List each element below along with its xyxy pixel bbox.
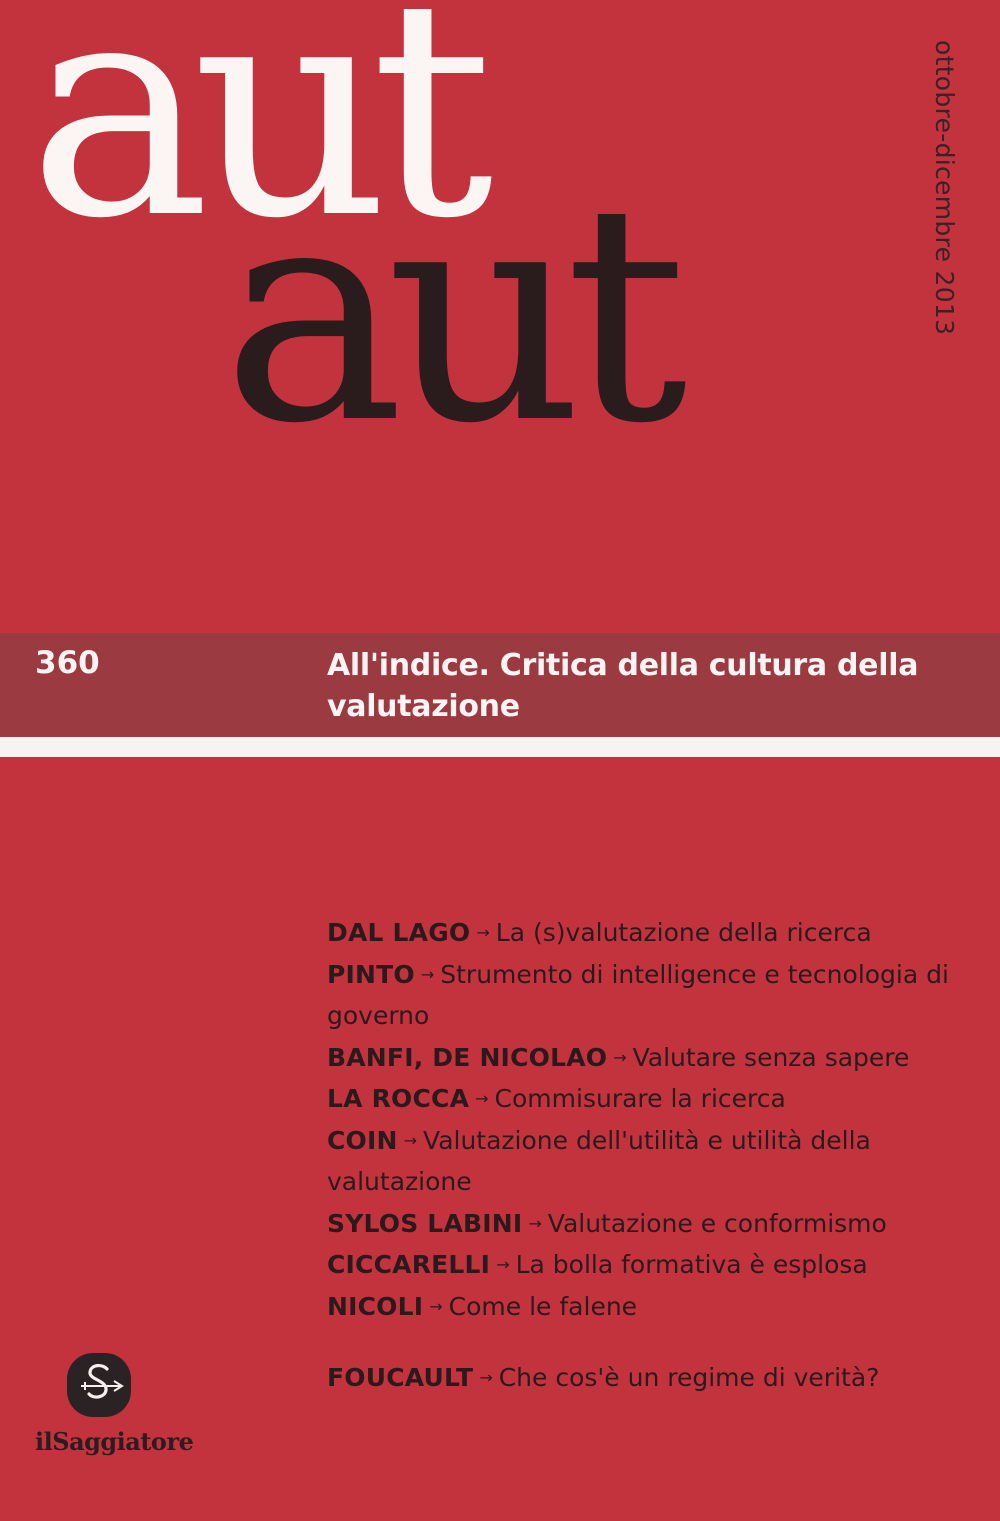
toc-title: Valutazione e conformismo <box>547 1208 887 1238</box>
s-arrow-logo-icon <box>67 1353 131 1417</box>
toc-item <box>327 1286 977 1328</box>
issue-number: 360 <box>35 645 100 681</box>
toc-title: Che cos'è un regime di verità? <box>498 1363 880 1392</box>
toc-author: CICCARELLI <box>327 1250 491 1279</box>
toc-author: NICOLI <box>327 1291 424 1321</box>
arrow-right-icon: → <box>476 923 490 942</box>
masthead-line-2: aut <box>222 140 670 489</box>
toc-author: SYLOS LABINI <box>327 1208 523 1238</box>
toc-author: LA ROCCA <box>327 1084 470 1113</box>
toc-item-special <box>327 1357 977 1399</box>
masthead-line-1: aut <box>28 0 476 284</box>
toc-item <box>327 1078 977 1120</box>
toc-item <box>327 1037 977 1079</box>
toc-title: La (s)valutazione della ricerca <box>495 918 872 947</box>
toc-title: Commisurare la ricerca <box>494 1084 786 1113</box>
publisher <box>35 1353 215 1456</box>
toc-item <box>327 1120 977 1203</box>
table-of-contents <box>327 912 977 1399</box>
toc-title: La bolla formativa è esplosa <box>515 1250 868 1279</box>
white-stripe-divider <box>0 737 1000 757</box>
toc-author: DAL LAGO <box>327 918 471 947</box>
arrow-right-icon: → <box>479 1368 493 1387</box>
issue-period <box>930 40 960 336</box>
arrow-right-icon: → <box>528 1213 542 1233</box>
toc-title: Strumento di intelligence e tecnologia di governo <box>327 959 949 1030</box>
toc-author: COIN <box>327 1125 398 1155</box>
issue-title: All'indice. Critica della cultura della valutazione <box>327 648 919 724</box>
issue-period-text: ottobre-dicembre 2013 <box>930 40 959 336</box>
arrow-right-icon: → <box>496 1255 510 1274</box>
publisher-name: ilSaggiatore <box>35 1427 194 1456</box>
arrow-right-icon: → <box>613 1047 627 1067</box>
toc-item <box>327 912 977 954</box>
arrow-right-icon: → <box>403 1130 418 1150</box>
arrow-right-icon: → <box>475 1089 489 1108</box>
toc-item <box>327 1203 977 1245</box>
arrow-right-icon: → <box>420 964 435 984</box>
toc-item <box>327 1244 977 1286</box>
toc-item <box>327 954 977 1037</box>
toc-spacer <box>327 1327 977 1357</box>
toc-title: Come le falene <box>448 1291 638 1321</box>
toc-title: Valutazione dell'utilità e utilità della valutazione <box>327 1125 871 1196</box>
toc-author: FOUCAULT <box>327 1363 474 1392</box>
toc-title: Valutare senza sapere <box>632 1042 910 1072</box>
arrow-right-icon: → <box>429 1296 443 1316</box>
issue-band <box>0 633 1000 737</box>
toc-author: BANFI, DE NICOLAO <box>327 1042 608 1072</box>
toc-author: PINTO <box>327 959 415 989</box>
